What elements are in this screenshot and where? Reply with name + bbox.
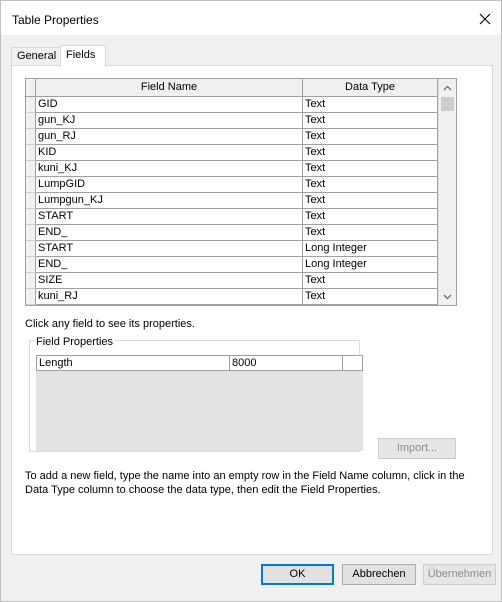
field-property-key: Length (37, 356, 230, 370)
field-name-cell[interactable]: gun_KJ (36, 113, 303, 129)
window-title: Table Properties (12, 13, 99, 27)
tab-fields[interactable]: Fields (60, 45, 106, 67)
scroll-up-button[interactable] (439, 79, 456, 96)
close-button[interactable] (473, 7, 497, 31)
field-name-cell[interactable]: KID (36, 145, 303, 161)
row-header[interactable] (26, 97, 36, 113)
field-name-cell[interactable]: Lumpgun_KJ (36, 193, 303, 209)
field-name-cell[interactable]: gun_RJ (36, 129, 303, 145)
grid-header (26, 79, 438, 97)
row-header[interactable] (26, 209, 36, 225)
field-name-cell[interactable]: kuni_RJ (36, 289, 303, 305)
data-type-cell[interactable]: Text (303, 145, 438, 161)
table-row[interactable] (26, 241, 438, 257)
help-text: To add a new field, type the name into an empty row in the Field Name column, click in the Data Type column to choose the data type, then edit the Field Properties. (25, 470, 465, 496)
table-row[interactable] (26, 161, 438, 177)
field-property-extra-cell (343, 356, 362, 370)
cancel-button[interactable]: Abbrechen (342, 564, 416, 585)
row-header[interactable] (26, 289, 36, 305)
field-name-cell[interactable]: kuni_KJ (36, 161, 303, 177)
apply-button[interactable]: Übernehmen (423, 564, 496, 585)
table-row[interactable] (26, 273, 438, 289)
title-bar (1, 1, 501, 35)
data-type-cell[interactable]: Text (303, 209, 438, 225)
ok-button[interactable]: OK (261, 564, 334, 585)
row-header-corner (26, 79, 36, 97)
data-type-cell[interactable]: Text (303, 129, 438, 145)
scroll-thumb[interactable] (441, 97, 454, 111)
field-name-cell[interactable]: START (36, 209, 303, 225)
data-type-cell[interactable]: Text (303, 289, 438, 305)
field-name-cell[interactable]: LumpGID (36, 177, 303, 193)
data-type-cell[interactable]: Text (303, 97, 438, 113)
row-header[interactable] (26, 177, 36, 193)
close-icon (479, 13, 491, 25)
table-row[interactable] (26, 257, 438, 273)
table-row[interactable] (26, 129, 438, 145)
row-header[interactable] (26, 113, 36, 129)
row-header[interactable] (26, 193, 36, 209)
import-button[interactable]: Import... (378, 438, 456, 459)
row-header[interactable] (26, 241, 36, 257)
table-row[interactable] (26, 289, 438, 305)
chevron-up-icon (443, 85, 452, 91)
field-properties-group (29, 336, 360, 452)
table-row[interactable] (26, 209, 438, 225)
tab-general[interactable]: General (11, 47, 61, 66)
fields-grid[interactable] (25, 78, 457, 306)
scroll-down-button[interactable] (439, 288, 456, 305)
row-header[interactable] (26, 161, 36, 177)
column-header-field-name[interactable]: Field Name (36, 79, 303, 97)
grid-rows (26, 97, 438, 305)
data-type-cell[interactable]: Long Integer (303, 257, 438, 273)
field-name-cell[interactable]: END_ (36, 257, 303, 273)
field-name-cell[interactable]: END_ (36, 225, 303, 241)
table-row[interactable] (26, 193, 438, 209)
field-name-cell[interactable]: START (36, 241, 303, 257)
row-header[interactable] (26, 257, 36, 273)
data-type-cell[interactable]: Text (303, 273, 438, 289)
row-header[interactable] (26, 273, 36, 289)
vertical-scrollbar[interactable] (438, 79, 456, 305)
field-properties-legend: Field Properties (36, 336, 114, 348)
chevron-down-icon (443, 294, 452, 300)
data-type-cell[interactable]: Text (303, 225, 438, 241)
table-row[interactable] (26, 113, 438, 129)
data-type-cell[interactable]: Text (303, 193, 438, 209)
field-name-cell[interactable]: GID (36, 97, 303, 113)
column-header-data-type[interactable]: Data Type (303, 79, 438, 97)
field-property-value[interactable]: 8000 (230, 356, 343, 370)
field-property-row[interactable] (36, 355, 363, 371)
table-row[interactable] (26, 225, 438, 241)
row-header[interactable] (26, 129, 36, 145)
table-row[interactable] (26, 177, 438, 193)
data-type-cell[interactable]: Text (303, 161, 438, 177)
field-name-cell[interactable]: SIZE (36, 273, 303, 289)
data-type-cell[interactable]: Long Integer (303, 241, 438, 257)
data-type-cell[interactable]: Text (303, 113, 438, 129)
fields-tab-page (11, 65, 493, 555)
table-row[interactable] (26, 97, 438, 113)
grid-hint-text: Click any field to see its properties. (25, 318, 195, 330)
data-type-cell[interactable]: Text (303, 177, 438, 193)
row-header[interactable] (26, 225, 36, 241)
field-properties-grid (36, 355, 363, 451)
table-row[interactable] (26, 145, 438, 161)
row-header[interactable] (26, 145, 36, 161)
